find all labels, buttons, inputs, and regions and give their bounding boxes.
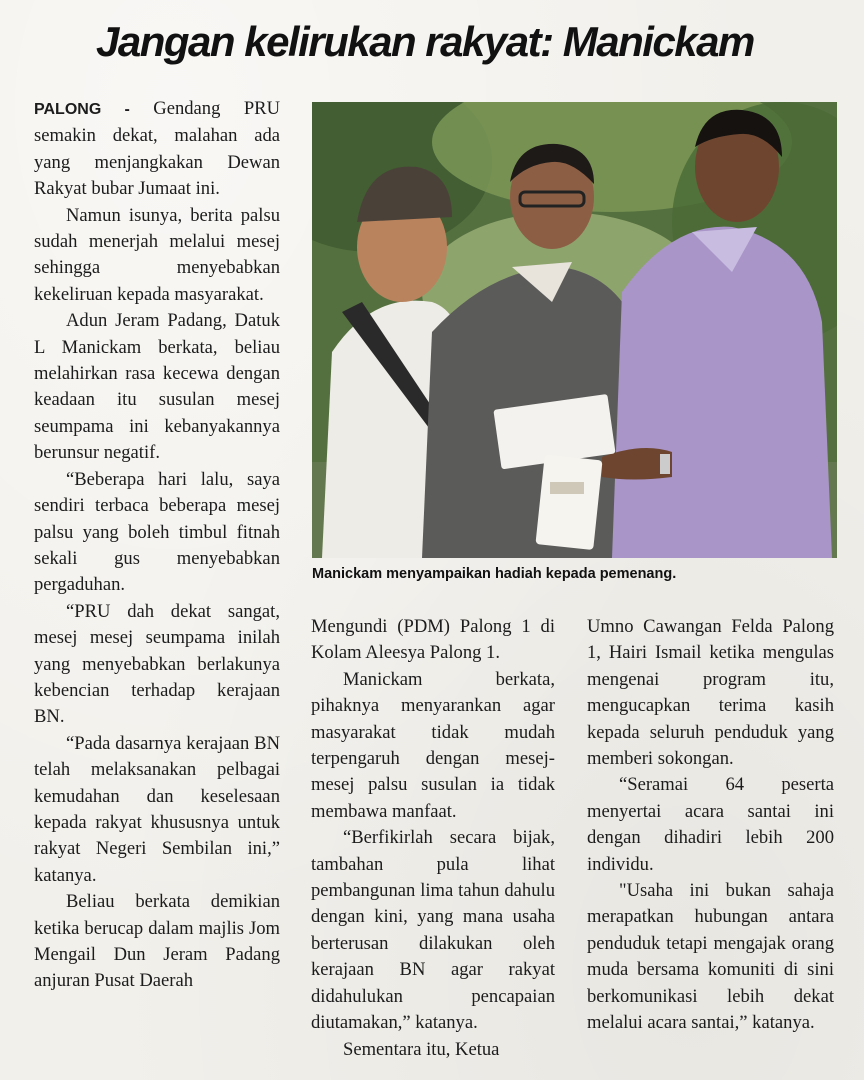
paragraph: Manickam berkata, pihaknya menyarankan agar masyarakat tidak mudah terpengaruh dengan mesej-mesej palsu susulan ia tidak membawa manfaat.	[311, 668, 555, 822]
headline: Jangan kelirukan rakyat: Manickam	[96, 18, 754, 65]
dateline: PALONG -	[34, 101, 130, 118]
photo-illustration	[312, 102, 837, 558]
paragraph: Namun isunya, berita palsu sudah menerjah melalui mesej sehingga menyebabkan kekeliruan kepada masyarakat.	[34, 204, 280, 305]
article-column-2	[311, 614, 555, 1063]
news-photo	[312, 102, 837, 558]
paragraph: Beliau berkata demikian ketika berucap dalam majlis Jom Mengail Dun Jeram Padang anjuran Pusat Daerah	[34, 891, 280, 992]
paragraph: “Pada dasarnya kerajaan BN telah melaksanakan pelbagai kemudahan dan keselesaan kepada rakyat khususnya untuk rakyat Negeri Sembilan ini,” katanya.	[34, 732, 280, 886]
paragraph: “Beberapa hari lalu, saya sendiri terbaca beberapa mesej palsu yang boleh timbul fitnah sekali gus menyebabkan pergaduhan.	[34, 468, 280, 596]
paragraph-continuation: Mengundi (PDM) Palong 1 di Kolam Aleesya Palong 1.	[311, 616, 555, 664]
paragraph: “Berfikirlah secara bijak, tambahan pula lihat pembangunan lima tahun dahulu dengan kini, yang mana usaha berterusan dilakukan oleh kerajaan BN agar rakyat didahulukan pencapaian diutamakan,” katanya.	[311, 827, 555, 1034]
paragraph: Sementara itu, Ketua	[343, 1038, 500, 1060]
article-column-1	[34, 96, 280, 995]
article-column-3	[587, 614, 834, 1037]
photo-caption: Manickam menyampaikan hadiah kepada pemenang.	[312, 566, 677, 582]
paragraph-text: Gendang PRU semakin dekat, malahan ada yang menjangkakan Dewan Rakyat bubar Jumaat ini.	[34, 98, 280, 200]
paragraph: Adun Jeram Padang, Datuk L Manickam berkata, beliau melahirkan rasa kecewa dengan keadaan itu susulan mesej seumpama ini kebanyakannya berunsur negatif.	[34, 310, 280, 464]
paragraph-continuation: Umno Cawangan Felda Palong 1, Hairi Ismail ketika mengulas mengenai program itu, mengucapkan terima kasih kepada seluruh penduduk yang memberi sokongan.	[587, 616, 834, 770]
paragraph: “Seramai 64 peserta menyertai acara santai ini dengan dihadiri lebih 200 individu.	[587, 774, 834, 875]
paragraph: "Usaha ini bukan sahaja merapatkan hubungan antara penduduk tetapi mengajak orang muda bersama komuniti di sini berkomunikasi lebih dekat melalui acara santai,” katanya.	[587, 880, 834, 1034]
paragraph: “PRU dah dekat sangat, mesej mesej seumpama inilah yang menyebabkan berlakunya kebencian terhadap kerajaan BN.	[34, 600, 280, 728]
lead-paragraph	[34, 96, 280, 203]
